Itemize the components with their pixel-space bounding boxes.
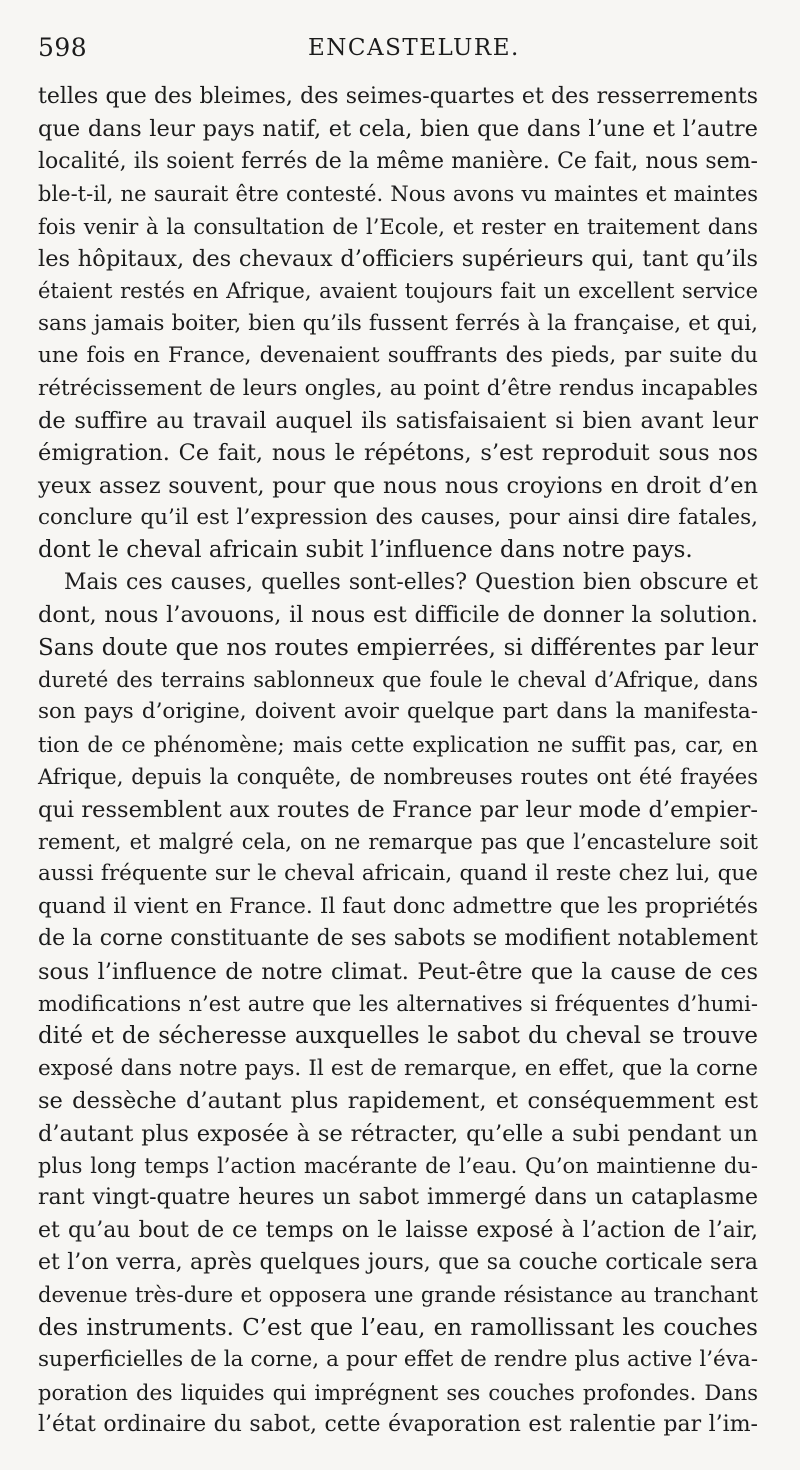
- text-line: des instruments. C’est que l’eau, en ramollissant les couches: [38, 1314, 758, 1341]
- text-line: une fois en France, devenaient souffrants des pieds, par suite du: [38, 343, 758, 369]
- text-line: de suffire au travail auquel ils satisfaisaient si bien avant leur: [38, 407, 758, 434]
- paragraph-start-line: Mais ces causes, quelles sont-elles? Question bien obscure et: [64, 569, 758, 595]
- text-line: rant vingt-quatre heures un sabot immergé dans un cataplasme: [38, 1185, 758, 1211]
- text-line: dont, nous l’avouons, il nous est difficile de donner la solution.: [38, 602, 758, 629]
- text-line: yeux assez souvent, pour que nous nous croyions en droit d’en: [38, 472, 758, 499]
- text-line: ble-t-il, ne saurait être contesté. Nous avons vu maintes et maintes: [38, 182, 758, 207]
- text-line: son pays d’origine, doivent avoir quelque part dans la manifesta-: [38, 699, 758, 725]
- text-line: d’autant plus exposée à se rétracter, qu’elle a subi pendant un: [38, 1120, 758, 1147]
- page-header: [38, 30, 758, 70]
- running-head: ENCASTELURE.: [308, 35, 520, 61]
- text-line: fois venir à la consultation de l’Ecole, et rester en traitement dans: [38, 214, 758, 239]
- text-line: rement, et malgré cela, on ne remarque pas que l’encastelure soit: [38, 829, 758, 854]
- text-line: se dessèche d’autant plus rapidement, et conséquemment est: [38, 1088, 758, 1115]
- text-line: tion de ce phénomène; mais cette explication ne suffit pas, car, en: [38, 732, 758, 757]
- text-line: telles que des bleimes, des seimes-quartes et des resserrements: [38, 84, 758, 109]
- text-line: modifications n’est autre que les alternatives si fréquentes d’humi-: [38, 991, 758, 1016]
- text-line: les hôpitaux, des chevaux d’officiers supérieurs qui, tant qu’ils: [38, 245, 758, 272]
- text-line: qui ressemblent aux routes de France par leur mode d’empier-: [38, 796, 758, 823]
- text-line: localité, ils soient ferrés de la même manière. Ce fait, nous sem-: [38, 148, 758, 174]
- text-line: l’état ordinaire du sabot, cette évaporation est ralentie par l’im-: [38, 1412, 758, 1438]
- text-line: Afrique, depuis la conquête, de nombreuses routes ont été frayées: [38, 765, 758, 790]
- text-line: sans jamais boiter, bien qu’ils fussent ferrés à la française, et qui,: [38, 310, 758, 336]
- text-line: exposé dans notre pays. Il est de remarque, en effet, que la corne: [38, 1055, 758, 1081]
- paragraph-end-line: dont le cheval africain subit l’influence dans notre pays.: [38, 537, 693, 564]
- text-line: dité et de sécheresse auxquelles le sabot du cheval se trouve: [38, 1023, 758, 1050]
- page-number: 598: [38, 33, 88, 62]
- text-line: que dans leur pays natif, et cela, bien que dans l’une et l’autre: [38, 116, 758, 143]
- text-line: devenue très-dure et opposera une grande résistance au tranchant: [38, 1283, 758, 1308]
- text-line: et l’on verra, après quelques jours, que sa couche corticale sera: [38, 1250, 758, 1276]
- text-line: Sans doute que nos routes empierrées, si différentes par leur: [38, 634, 758, 661]
- text-line: sous l’influence de notre climat. Peut-être que la cause de ces: [38, 958, 758, 985]
- text-line: conclure qu’il est l’expression des causes, pour ainsi dire fatales,: [38, 505, 758, 531]
- text-line: superficielles de la corne, a pour effet de rendre plus active l’éva-: [38, 1347, 758, 1373]
- text-line: poration des liquides qui imprégnent ses couches profondes. Dans: [38, 1380, 758, 1405]
- text-line: rétrécissement de leurs ongles, au point d’être rendus incapables: [38, 375, 758, 401]
- text-line: quand il vient en France. Il faut donc admettre que les propriétés: [38, 893, 758, 919]
- body-text: [38, 81, 758, 1441]
- text-line: aussi fréquente sur le cheval africain, quand il reste chez lui, que: [38, 861, 758, 887]
- text-line: dureté des terrains sablonneux que foule le cheval d’Afrique, dans: [38, 668, 758, 693]
- text-line: plus long temps l’action macérante de l’eau. Qu’on maintienne du-: [38, 1153, 758, 1178]
- text-line: émigration. Ce fait, nous le répétons, s’est reproduit sous nos: [38, 440, 758, 467]
- text-line: étaient restés en Afrique, avaient toujours fait un excellent service: [38, 279, 758, 304]
- text-line: et qu’au bout de ce temps on le laisse exposé à l’action de l’air,: [38, 1217, 758, 1243]
- text-line: de la corne constituante de ses sabots se modifient notablement: [38, 926, 758, 952]
